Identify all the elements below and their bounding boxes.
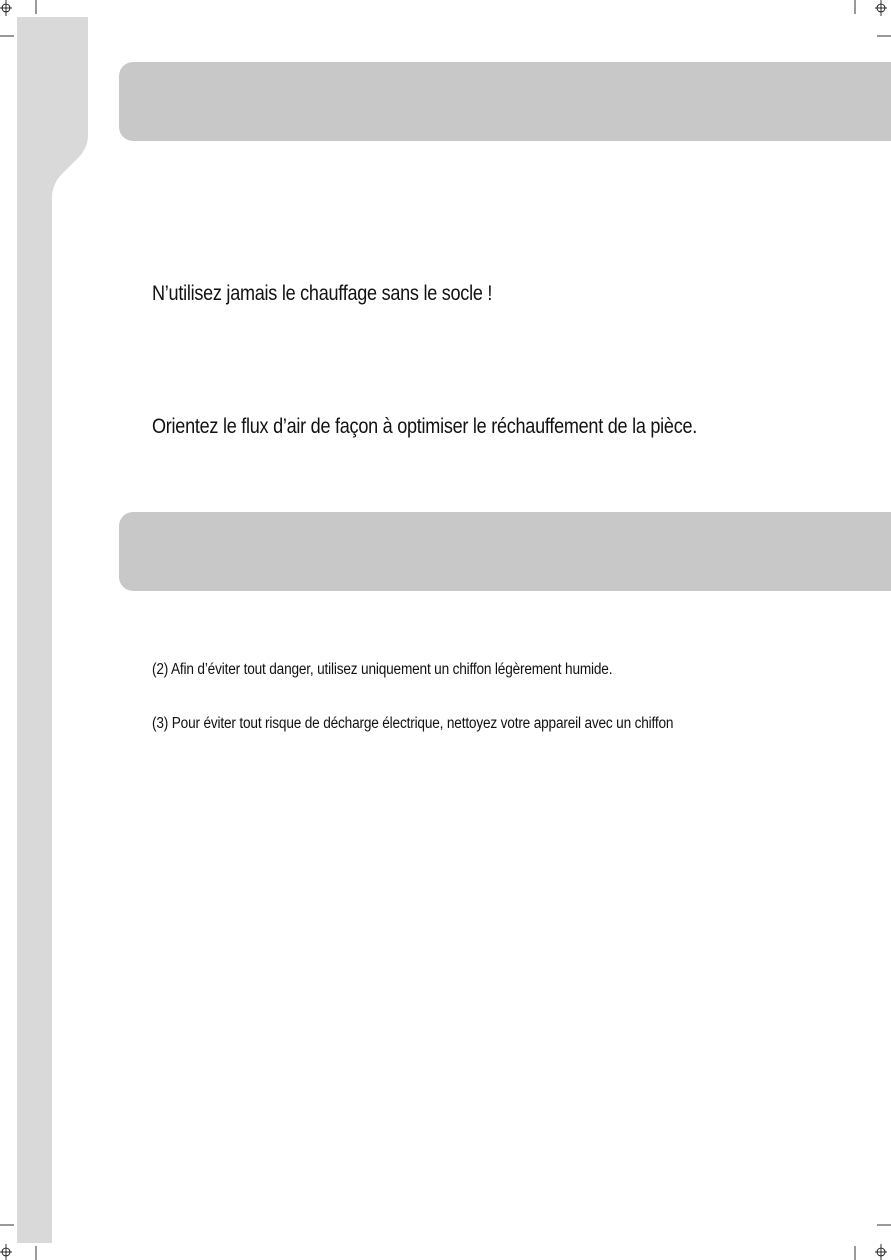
instruction-line-airflow: Orientez le flux d’air de façon à optimiser le réchauffement de la pièce.: [152, 415, 698, 438]
warning-line-socle: N’utilisez jamais le chauffage sans le socle !: [152, 282, 493, 305]
section-header-bar-cleaning: [119, 512, 891, 591]
section-header-bar-usage: [119, 62, 891, 141]
cleaning-step-2: (2) Afin d’éviter tout danger, utilisez uniquement un chiffon légèrement humide.: [152, 661, 613, 678]
cleaning-step-3: (3) Pour éviter tout risque de décharge électrique, nettoyez votre appareil avec un chiffon: [152, 715, 674, 732]
